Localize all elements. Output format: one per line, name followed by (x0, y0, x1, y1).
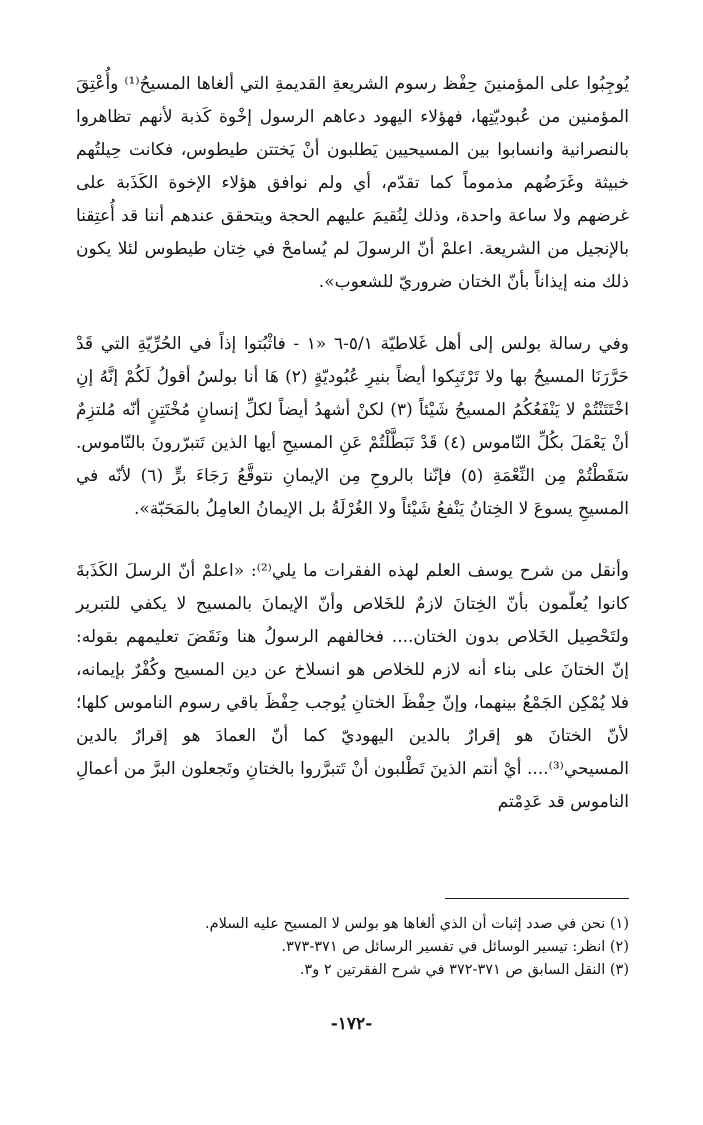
footnotes (150, 913, 629, 982)
footnote-1: (١) نحن في صدد إثبات أن الذي ألغاها هو بولس لا المسيح عليه السلام. (205, 916, 629, 932)
footnote-3: (٣) النقل السابق ص ٣٧١-٣٧٢ في شرح الفقرتين ٢ و٣. (299, 962, 629, 978)
paragraph-2: وفي رسالة بولس إلى أهل غَلاطيّة ٥/١-٦ «١ - فاثْبُتوا إذاً في الحُرِّيّةِ التي قَدْ حَرَّرَنَا المسيحُ بها ولا تَرْتَبِكوا أيضاً بنيرِ عُبُوديّةٍ (٢) هَا أنا بولسُ أقولُ لَكُمْ إنَّهُ إنِ اخْتَتَنْتُمْ لا يَنْفَعُكُمُ المسيحُ شَيْئاً (٣) لكنْ أشهدُ أيضاً لكلِّ إنسانٍ مُخْتَتِنٍ أنّه مُلتزِمٌ أنْ يَعْمَلَ بكُلِّ النّاموس (٤) قَدْ تَبَطَّلْتُمْ عَنِ المسيحِ أيها الذين تَتبرّرونَ بالنّاموس. سَقَطْتُمْ مِن النِّعْمَةِ (٥) فإنّنا بالروحِ مِن الإيمانِ نتوقَّعُ رَجَاءَ برٍّ (٦) لأنّه في المسيحِ يسوعَ لا الخِتانُ يَنْفعُ شَيْئاً ولا الغُرْلَةُ بل الإيمانُ العامِلُ بالمَحَبّة». (76, 334, 629, 519)
page-number: -١٧٢- (330, 1014, 373, 1034)
paragraph-3: وأنقل من شرح يوسف العلم لهذه الفقرات ما يلي⁽²⁾: «اعلمْ أنّ الرسلَ الكَذَبةَ كانوا يُعلّمون بأنّ الخِتانَ لازمٌ للخَلاص وأنّ الإيمانَ بالمسيح لا يكفي للتبرير ولتَحْصِيل الخَلاص بدون الختان.... فخالفهم الرسولُ هنا ونَقَضَ تعليمهم بقوله: إنّ الختانَ على بناء أنه لازم للخلاص هو انسلاخ عن دين المسيح وكُفْرٌ بإيمانه، فلا يُمْكِن الجَمْعُ بينهما، وإنّ حِفْظَ الختانِ يُوجب حِفْظَ باقي رسوم الناموس كلها؛ لأنّ الختانَ هو إقرارٌ بالدين اليهوديّ كما أنّ العمادَ هو إقرارٌ بالدين المسيحي⁽³⁾.... أيْ أنتم الذينَ تَطْلبون أنْ تَتبرَّروا بالختانِ وتَجعلون البرَّ من أعمالِ الناموس قد عَدِمْتم (76, 561, 629, 812)
body-text (76, 68, 629, 819)
footnote-divider (445, 898, 629, 899)
paragraph-1: يُوجِبُوا على المؤمنينَ حِفْظ رسوم الشريعةِ القديمةِ التي ألغاها المسيحُ⁽¹⁾ وأُعْتِقَ المؤمنين من عُبوديّتِها، فهؤلاء اليهود دعاهم الرسول إخْوة كَذبة لأنهم تظاهروا بالنصرانية وانسابوا بين المسيحيين يَطلبون أنْ يَختتن طيطوس، فكانت حِيلتُهم خبيثة وغَرَضُهم مذموماً كما تقدّم، أي ولم نوافق هؤلاء الإخوة الكَذَبة على غرضهم ولا ساعة واحدة، وذلك لِنُقيمَ عليهم الحجة ويتحقق عندهم أننا قد أُعتِقنا بالإنجيل من الشريعة. اعلمْ أنّ الرسولَ لم يُسامحْ في خِتان طيطوس لئلا يكون ذلك منه إيذاناً بأنّ الختان ضروريّ للشعوب». (76, 74, 629, 292)
footnote-2: (٢) انظر: تيسير الوسائل في تفسير الرسائل ص ٣٧١-٣٧٣. (281, 939, 629, 955)
